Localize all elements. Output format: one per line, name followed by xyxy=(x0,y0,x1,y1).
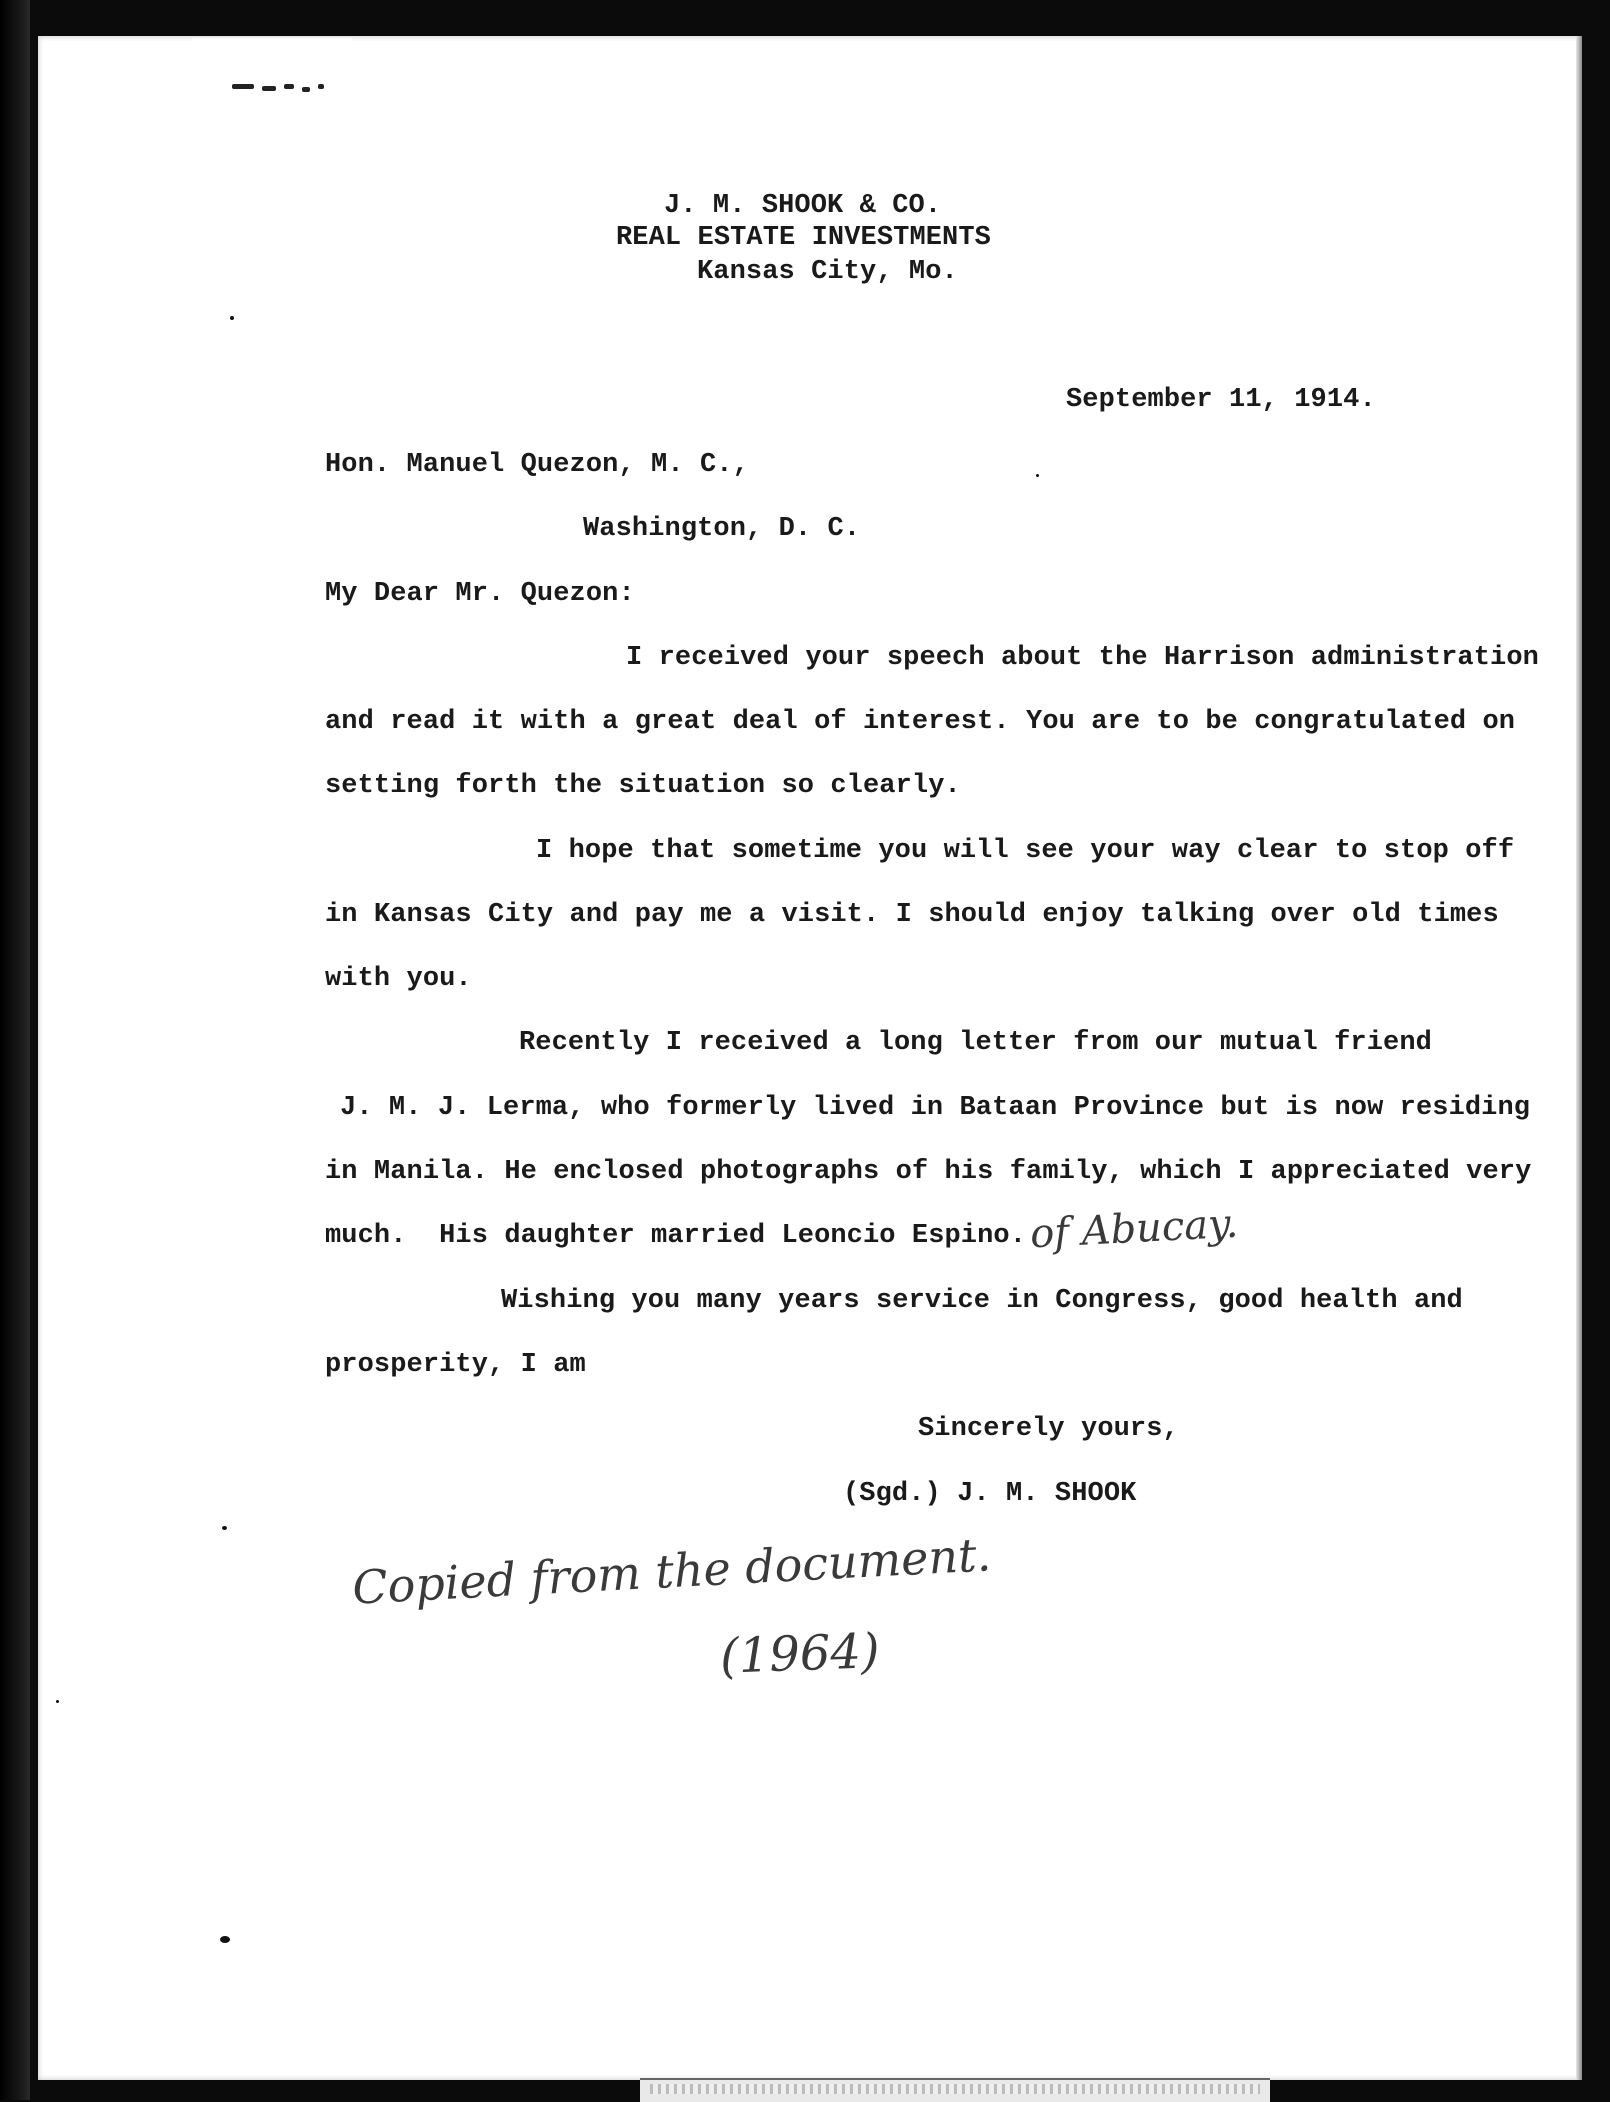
letterhead-business: REAL ESTATE INVESTMENTS xyxy=(616,223,991,253)
body-line: and read it with a great deal of interest. You are to be congratulated on xyxy=(325,707,1516,737)
body-line: much. His daughter married Leoncio Espino. xyxy=(325,1221,1027,1251)
speck xyxy=(56,1700,59,1703)
body-line: J. M. J. Lerma, who formerly lived in Bataan Province but is now residing xyxy=(340,1093,1531,1123)
body-line: in Kansas City and pay me a visit. I should enjoy talking over old times xyxy=(325,900,1499,930)
letterhead-location: Kansas City, Mo. xyxy=(697,257,958,287)
body-line: I received your speech about the Harrison administration xyxy=(626,643,1539,673)
handwritten-year: (1964) xyxy=(719,1623,881,1685)
body-line: in Manila. He enclosed photographs of his family, which I appreciated very xyxy=(325,1157,1532,1187)
speck xyxy=(1036,474,1039,477)
body-line: Recently I received a long letter from our mutual friend xyxy=(519,1028,1432,1058)
scan-border-left xyxy=(0,0,30,2100)
salutation: My Dear Mr. Quezon: xyxy=(325,579,635,609)
body-line: Wishing you many years service in Congress, good health and xyxy=(501,1286,1463,1316)
body-line: I hope that sometime you will see your way clear to stop off xyxy=(536,836,1515,866)
binding-tab xyxy=(640,2078,1270,2102)
addressee-name: Hon. Manuel Quezon, M. C., xyxy=(325,450,749,480)
handwritten-insertion: of Abucay. xyxy=(1028,1200,1240,1258)
letterhead-company: J. M. SHOOK & CO. xyxy=(664,191,942,221)
corner-smudge xyxy=(232,84,342,94)
complimentary-close: Sincerely yours, xyxy=(918,1414,1179,1444)
letter-date: September 11, 1914. xyxy=(1066,385,1376,415)
signature-line: (Sgd.) J. M. SHOOK xyxy=(843,1479,1137,1509)
speck xyxy=(230,316,234,320)
body-line: setting forth the situation so clearly. xyxy=(325,771,961,801)
speck xyxy=(222,1526,227,1530)
handwritten-note: Copied from the document. xyxy=(351,1527,993,1615)
speck xyxy=(220,1936,230,1943)
body-line: prosperity, I am xyxy=(325,1350,586,1380)
addressee-city: Washington, D. C. xyxy=(583,514,861,544)
page-edge xyxy=(1576,36,1582,2080)
torn-corner xyxy=(192,38,352,90)
body-line: with you. xyxy=(325,964,472,994)
